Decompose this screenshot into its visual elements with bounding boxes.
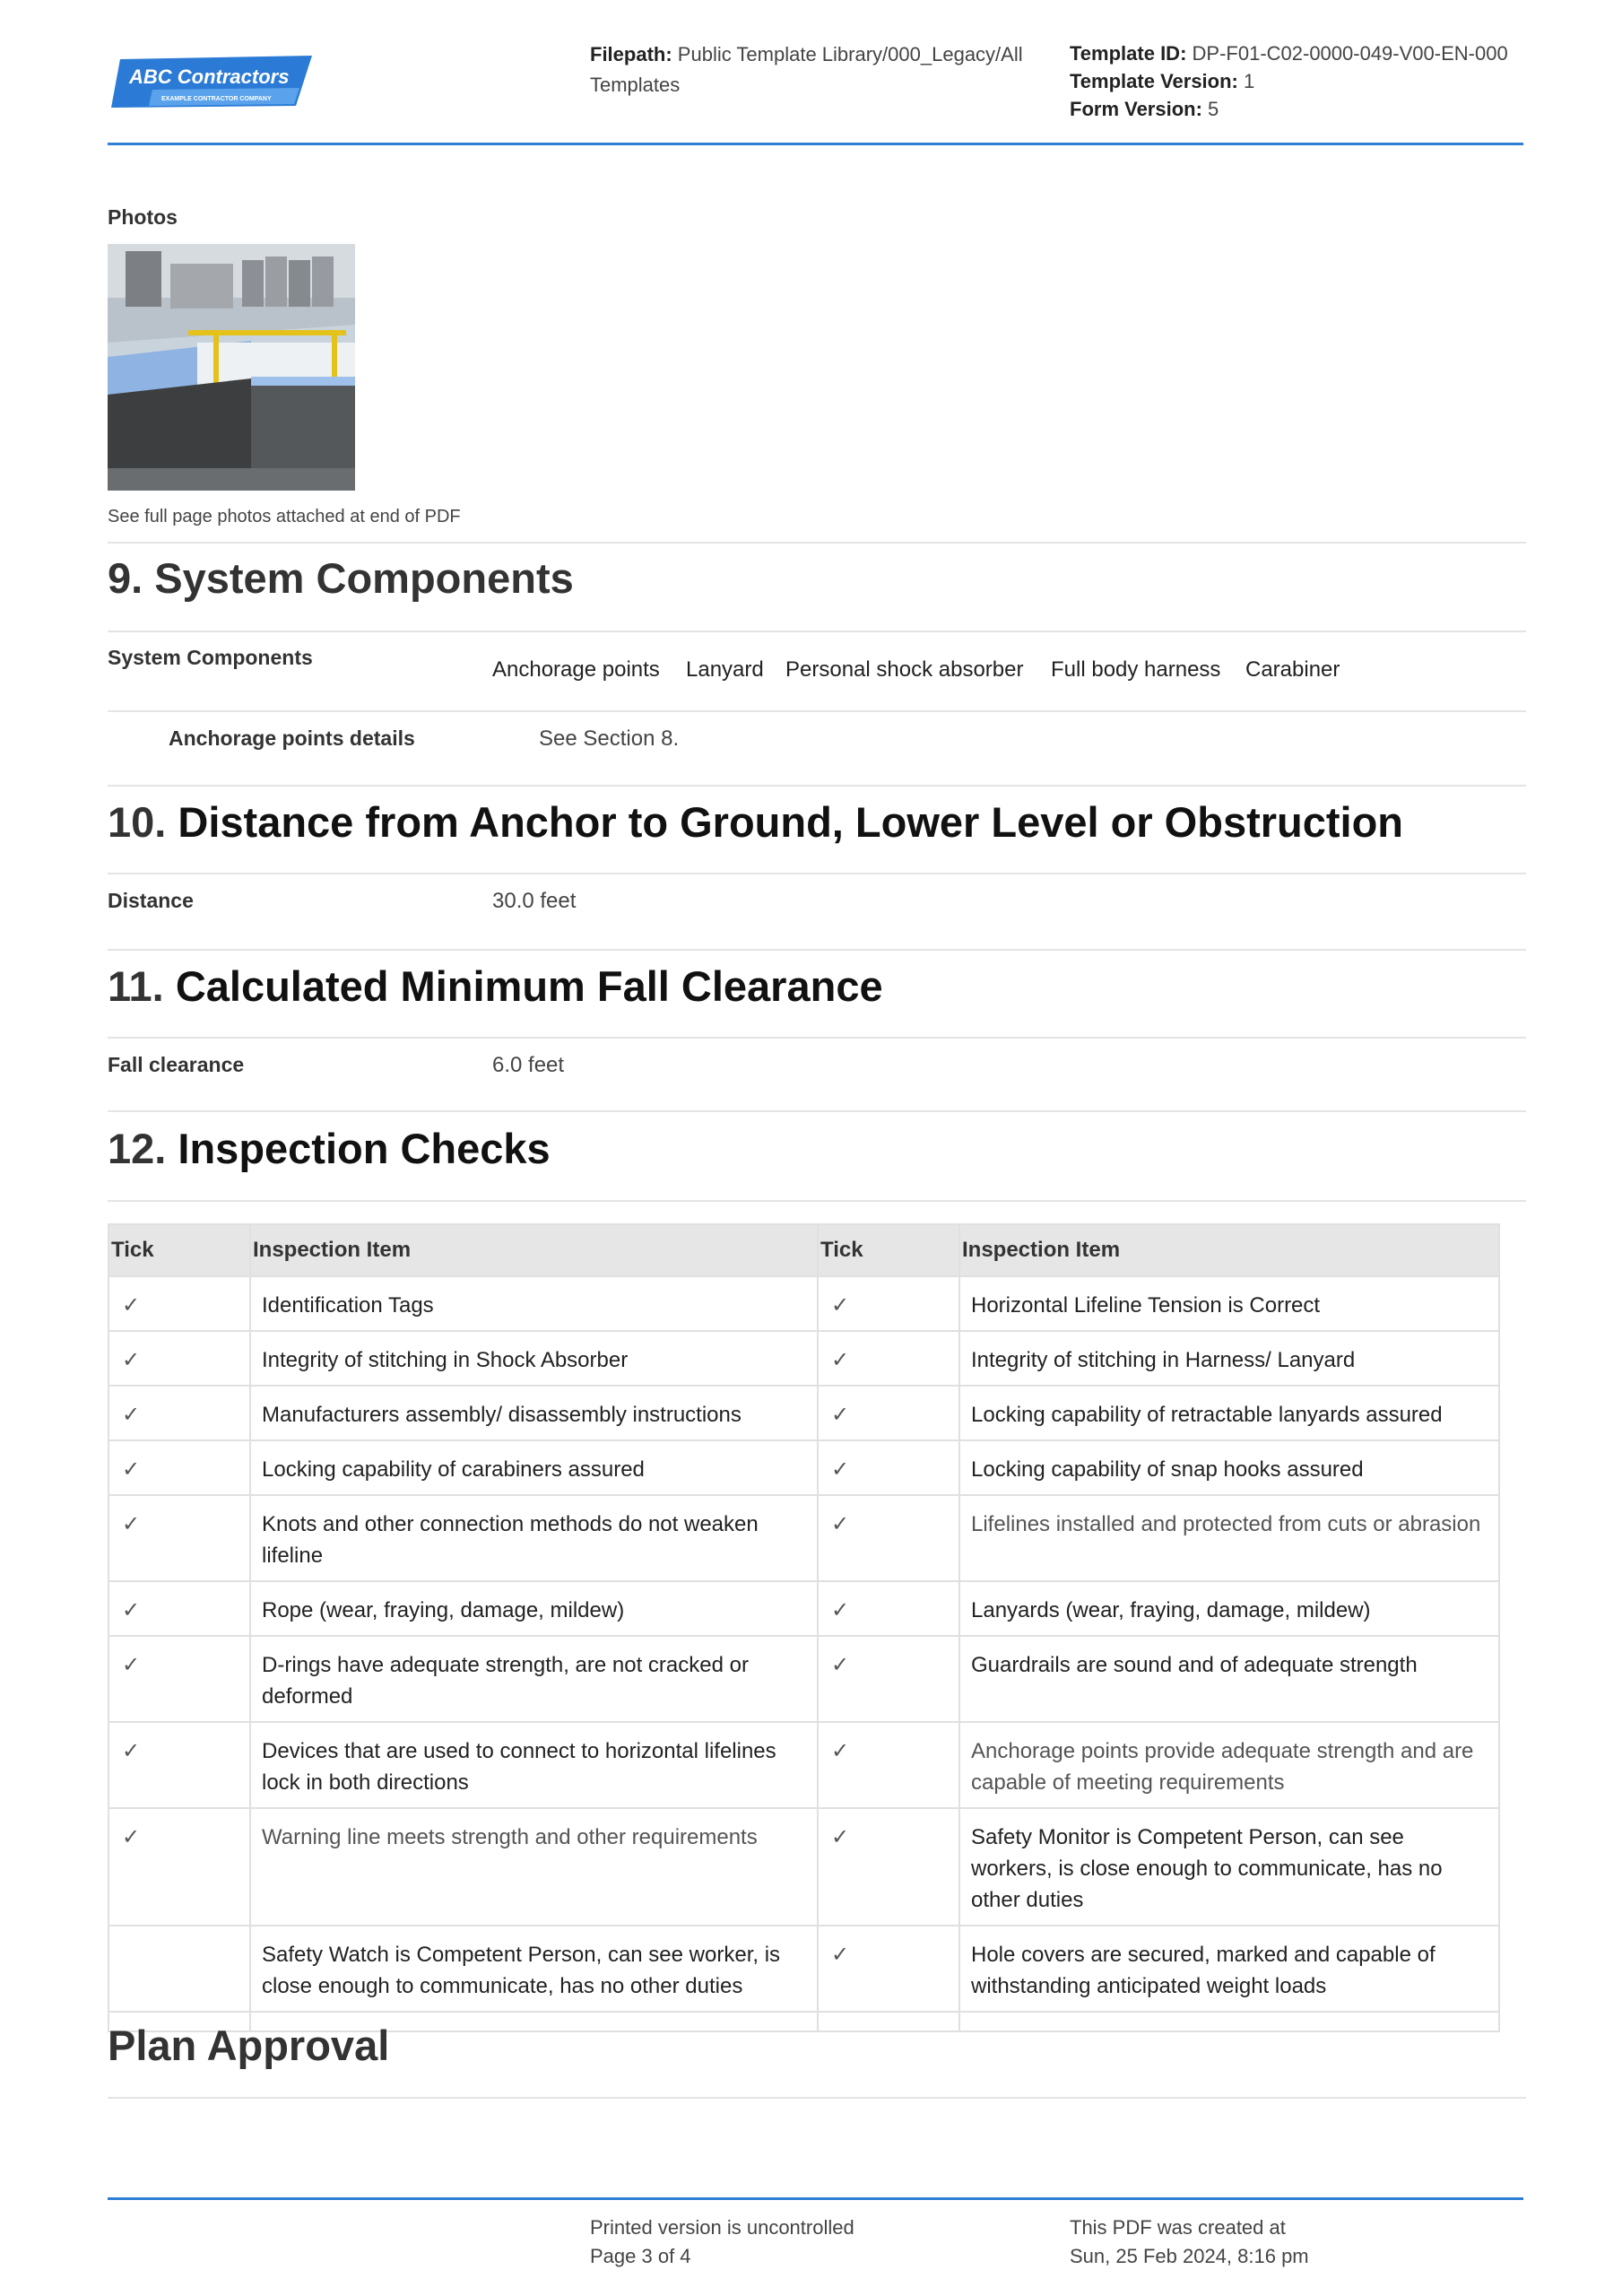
component-anchorage-points: Anchorage points — [492, 657, 660, 682]
section-12-number: 12. — [108, 1125, 167, 1172]
photos-label: Photos — [108, 205, 178, 229]
template-id-label: Template ID: — [1070, 42, 1187, 65]
inspection-item: Guardrails are sound and of adequate strength — [959, 1636, 1499, 1722]
divider — [108, 1200, 1526, 1202]
template-id-value: DP-F01-C02-0000-049-V00-EN-000 — [1192, 42, 1508, 65]
inspection-item: Hole covers are secured, marked and capable of withstanding anticipated weight loads — [959, 1926, 1499, 2012]
table-row — [108, 1722, 1499, 1808]
tick-mark: ✓ — [108, 1808, 250, 1926]
distance-label: Distance — [108, 889, 194, 912]
form-version-value: 5 — [1208, 98, 1219, 120]
inspection-item: Identification Tags — [250, 1276, 818, 1331]
table-row — [108, 1331, 1499, 1386]
plan-approval-heading: Plan Approval — [108, 2022, 390, 2069]
tick-mark: ✓ — [818, 1808, 959, 1926]
tick-mark: ✓ — [108, 1386, 250, 1440]
tick-mark: ✓ — [818, 1636, 959, 1722]
inspection-item: Locking capability of retractable lanyards assured — [959, 1386, 1499, 1440]
inspection-item: Lifelines installed and protected from cuts or abrasion — [959, 1495, 1499, 1581]
tick-mark: ✓ — [818, 1581, 959, 1636]
inspection-item: Devices that are used to connect to horizontal lifelines lock in both directions — [250, 1722, 818, 1808]
inspection-item: Lanyards (wear, fraying, damage, mildew) — [959, 1581, 1499, 1636]
inspection-item: Locking capability of snap hooks assured — [959, 1440, 1499, 1495]
section-10-heading — [108, 797, 1403, 847]
logo-tagline: EXAMPLE CONTRACTOR COMPANY — [161, 96, 272, 102]
table-row — [108, 1636, 1499, 1722]
tick-mark: ✓ — [108, 1276, 250, 1331]
inspection-item: Horizontal Lifeline Tension is Correct — [959, 1276, 1499, 1331]
table-header-row — [108, 1224, 1499, 1276]
tick-mark: ✓ — [818, 1495, 959, 1581]
column-header-tick: Tick — [108, 1224, 250, 1276]
inspection-item: Locking capability of carabiners assured — [250, 1440, 818, 1495]
table-row — [108, 1495, 1499, 1581]
tick-mark: ✓ — [818, 1276, 959, 1331]
column-header-inspection-item: Inspection Item — [959, 1224, 1499, 1276]
inspection-item: Integrity of stitching in Harness/ Lanyard — [959, 1331, 1499, 1386]
section-10-number: 10. — [108, 798, 167, 846]
inspection-item: Knots and other connection methods do not weaken lifeline — [250, 1495, 818, 1581]
divider — [108, 542, 1526, 544]
inspection-item: Manufacturers assembly/ disassembly instructions — [250, 1386, 818, 1440]
divider — [108, 1110, 1526, 1112]
component-personal-shock-absorber: Personal shock absorber — [785, 657, 1024, 682]
section-11-number: 11. — [108, 962, 164, 1010]
section-11-title: Calculated Minimum Fall Clearance — [175, 962, 883, 1010]
table-row — [108, 1440, 1499, 1495]
footer-right — [1070, 2213, 1309, 2271]
anchorage-details-value: See Section 8. — [539, 726, 680, 751]
site-photo[interactable] — [108, 244, 355, 491]
fall-clearance-label: Fall clearance — [108, 1053, 245, 1076]
divider — [108, 873, 1526, 874]
component-carabiner: Carabiner — [1245, 657, 1340, 682]
logo-text: ABC Contractors — [129, 65, 290, 88]
tick-mark: ✓ — [818, 1722, 959, 1808]
footer-left — [590, 2213, 854, 2271]
tick-mark: ✓ — [108, 1331, 250, 1386]
divider — [108, 1037, 1526, 1039]
table-row — [108, 1386, 1499, 1440]
template-version-label: Template Version: — [1070, 70, 1238, 92]
section-9-number: 9. — [108, 554, 143, 602]
inspection-item: Safety Watch is Competent Person, can see worker, is close enough to communicate, has no other duties — [250, 1926, 818, 2012]
section-10-title: Distance from Anchor to Ground, Lower Level or Obstruction — [178, 798, 1404, 846]
table-row — [108, 1926, 1499, 2012]
fall-clearance-value: 6.0 feet — [492, 1053, 565, 1077]
template-version-value: 1 — [1244, 70, 1255, 92]
divider — [108, 631, 1526, 632]
filepath-value: Public Template Library/000_Legacy/All — [677, 43, 1023, 65]
tick-mark: ✓ — [818, 1386, 959, 1440]
footer-page-number: Page 3 of 4 — [590, 2245, 691, 2267]
column-header-tick: Tick — [818, 1224, 959, 1276]
tick-mark — [108, 1926, 250, 2012]
tick-mark: ✓ — [108, 1722, 250, 1808]
tick-mark: ✓ — [108, 1636, 250, 1722]
footer-divider — [108, 2197, 1523, 2200]
section-12-title: Inspection Checks — [178, 1125, 551, 1172]
component-full-body-harness: Full body harness — [1051, 657, 1221, 682]
form-version-label: Form Version: — [1070, 98, 1202, 120]
divider — [108, 710, 1526, 712]
inspection-item: Integrity of stitching in Shock Absorber — [250, 1331, 818, 1386]
table-row — [108, 1581, 1499, 1636]
section-9-heading — [108, 553, 574, 603]
anchorage-details-label: Anchorage points details — [169, 726, 415, 750]
component-lanyard: Lanyard — [686, 657, 764, 682]
section-9-title: System Components — [154, 554, 574, 602]
template-info-block — [1070, 39, 1608, 123]
footer-uncontrolled-note: Printed version is uncontrolled — [590, 2216, 854, 2239]
filepath-value-2: Templates — [590, 74, 681, 96]
system-components-label: System Components — [108, 646, 313, 669]
table-row — [108, 1276, 1499, 1331]
inspection-item: D-rings have adequate strength, are not cracked or deformed — [250, 1636, 818, 1722]
tick-mark: ✓ — [108, 1440, 250, 1495]
header-divider — [108, 143, 1523, 145]
tick-mark: ✓ — [108, 1495, 250, 1581]
company-logo — [108, 50, 316, 113]
footer-created-label: This PDF was created at — [1070, 2216, 1286, 2239]
inspection-item: Anchorage points provide adequate strength and are capable of meeting requirements — [959, 1722, 1499, 1808]
section-11-heading — [108, 961, 883, 1011]
divider — [108, 2097, 1526, 2099]
inspection-item: Warning line meets strength and other requirements — [250, 1808, 818, 1926]
distance-value: 30.0 feet — [492, 889, 577, 913]
section-12-heading — [108, 1124, 551, 1173]
divider — [108, 949, 1526, 951]
tick-mark: ✓ — [818, 1331, 959, 1386]
table-row — [108, 1808, 1499, 1926]
tick-mark: ✓ — [818, 1926, 959, 2012]
inspection-item: Rope (wear, fraying, damage, mildew) — [250, 1581, 818, 1636]
filepath-label: Filepath: — [590, 43, 672, 65]
filepath-block — [590, 39, 1056, 100]
footer-created-date: Sun, 25 Feb 2024, 8:16 pm — [1070, 2245, 1309, 2267]
divider — [108, 785, 1526, 787]
inspection-checks-table — [108, 1223, 1500, 2032]
inspection-item: Safety Monitor is Competent Person, can see workers, is close enough to communicate, has no other duties — [959, 1808, 1499, 1926]
photos-note: See full page photos attached at end of PDF — [108, 507, 461, 526]
tick-mark: ✓ — [818, 1440, 959, 1495]
tick-mark: ✓ — [108, 1581, 250, 1636]
column-header-inspection-item: Inspection Item — [250, 1224, 818, 1276]
